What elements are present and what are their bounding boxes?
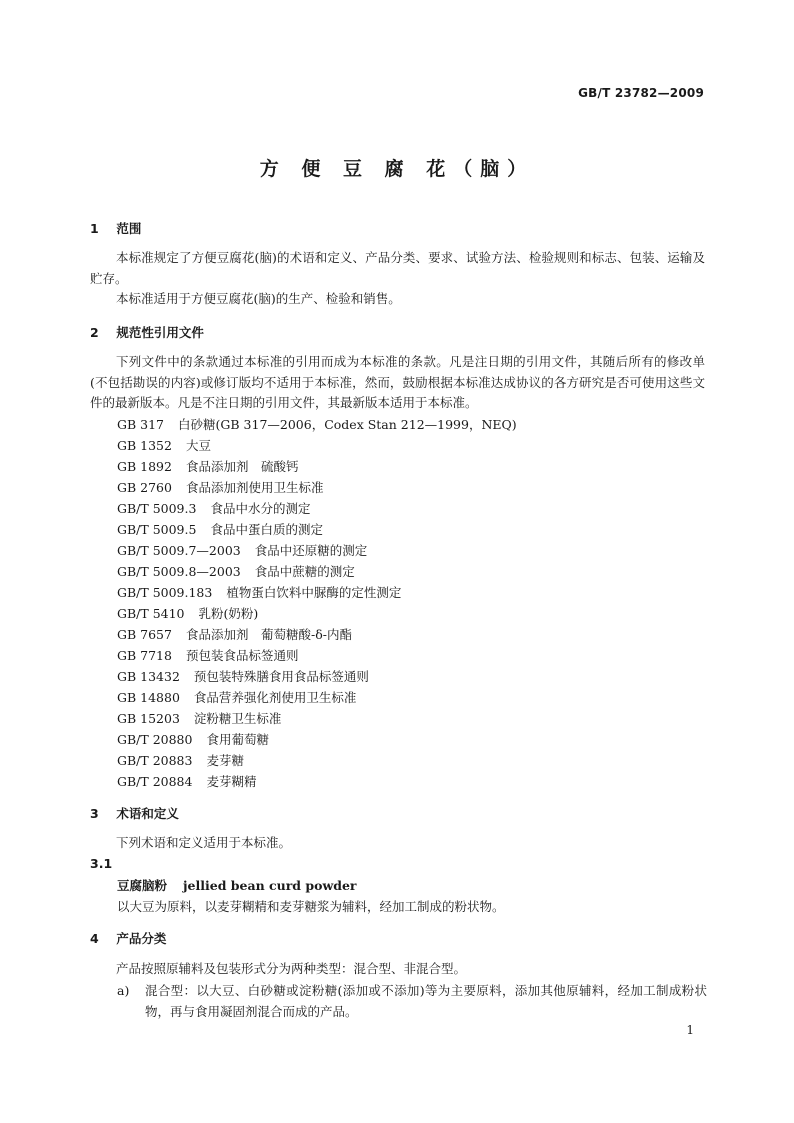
reference-title: 食品营养强化剂使用卫生标准 xyxy=(193,690,357,705)
section-title: 产品分类 xyxy=(116,931,167,946)
reference-code: GB 1352 xyxy=(117,438,172,453)
reference-title: 食品添加剂 硫酸钙 xyxy=(185,459,299,474)
reference-title: 预包装特殊膳食用食品标签通则 xyxy=(193,669,369,684)
reference-code: GB 7657 xyxy=(117,627,172,642)
reference-item xyxy=(117,771,256,792)
reference-code: GB 14880 xyxy=(117,690,180,705)
section-3-heading xyxy=(90,804,179,822)
reference-title: 食品中水分的测定 xyxy=(210,501,311,516)
reference-item xyxy=(117,477,323,498)
reference-item xyxy=(117,666,369,687)
reference-code: GB/T 5009.8—2003 xyxy=(117,564,241,579)
reference-title: 植物蛋白饮料中脲酶的定性测定 xyxy=(226,585,402,600)
reference-title: 麦芽糖 xyxy=(206,753,244,768)
reference-item xyxy=(117,645,298,666)
reference-code: GB 317 xyxy=(117,417,165,432)
reference-code: GB/T 5009.3 xyxy=(117,501,197,516)
term-definition: 以大豆为原料，以麦芽糊精和麦芽糖浆为辅料，经加工制成的粉状物。 xyxy=(117,899,505,914)
section-4-heading xyxy=(90,929,166,947)
reference-code: GB/T 5410 xyxy=(117,606,185,621)
reference-code: GB/T 20883 xyxy=(117,753,193,768)
reference-code: GB 7718 xyxy=(117,648,172,663)
reference-title: 食品添加剂使用卫生标准 xyxy=(185,480,324,495)
reference-title: 大豆 xyxy=(185,438,211,453)
reference-item xyxy=(117,540,367,561)
standard-code: GB/T 23782—2009 xyxy=(578,86,704,100)
reference-item xyxy=(117,456,298,477)
section-4-paragraph-1: 产品按照原辅料及包装形式分为两种类型：混合型、非混合型。 xyxy=(116,961,467,976)
reference-title: 食品添加剂 葡萄糖酸-δ-内酯 xyxy=(185,627,352,642)
reference-item xyxy=(117,582,401,603)
section-number: 3 xyxy=(90,806,99,821)
reference-item xyxy=(117,561,355,582)
reference-item xyxy=(117,414,517,435)
list-item-text: 混合型：以大豆、白砂糖或淀粉糖(添加或不添加)等为主要原料，添加其他原辅料，经加工制成粉状物，再与食用凝固剂混合而成的产品。 xyxy=(145,983,707,1019)
reference-item xyxy=(117,729,269,750)
reference-title: 食品中还原糖的测定 xyxy=(254,543,368,558)
term-chinese: 豆腐脑粉 xyxy=(117,878,168,893)
section-number: 1 xyxy=(90,221,99,236)
page-number: 1 xyxy=(686,1023,694,1037)
subsection-number: 3.1 xyxy=(90,856,113,871)
section-title: 规范性引用文件 xyxy=(116,325,204,340)
reference-title: 食用葡萄糖 xyxy=(206,732,269,747)
section-2-heading xyxy=(90,323,204,341)
reference-title: 预包装食品标签通则 xyxy=(185,648,299,663)
section-1-paragraph-1: 本标准规定了方便豆腐花(脑)的术语和定义、产品分类、要求、试验方法、检验规则和标志、包装、运输及贮存。 xyxy=(90,250,705,286)
section-2-paragraph-1: 下列文件中的条款通过本标准的引用而成为本标准的条款。凡是注日期的引用文件，其随后所有的修改单(不包括勘误的内容)或修订版均不适用于本标准，然而，鼓励根据本标准达成协议的各方研究是否可使用这些文件的最新版本。凡是不注日期的引用文件，其最新版本适用于本标准。 xyxy=(90,354,705,410)
term-english: jellied bean curd powder xyxy=(183,878,357,893)
reference-item xyxy=(117,624,352,645)
reference-code: GB/T 20880 xyxy=(117,732,193,747)
reference-item xyxy=(117,708,281,729)
reference-title: 乳粉(奶粉) xyxy=(198,606,259,621)
reference-title: 麦芽糊精 xyxy=(206,774,257,789)
section-title: 术语和定义 xyxy=(116,806,179,821)
section-number: 2 xyxy=(90,325,99,340)
reference-code: GB 2760 xyxy=(117,480,172,495)
reference-code: GB/T 20884 xyxy=(117,774,193,789)
reference-title: 淀粉糖卫生标准 xyxy=(193,711,282,726)
reference-item xyxy=(117,603,258,624)
reference-title: 白砂糖(GB 317—2006，Codex Stan 212—1999，NEQ) xyxy=(178,417,517,432)
document-title: 方 便 豆 腐 花（脑） xyxy=(259,158,535,180)
section-1-paragraph-2: 本标准适用于方便豆腐花(脑)的生产、检验和销售。 xyxy=(116,291,401,306)
reference-title: 食品中蔗糖的测定 xyxy=(254,564,355,579)
reference-code: GB/T 5009.5 xyxy=(117,522,197,537)
section-number: 4 xyxy=(90,931,99,946)
reference-code: GB/T 5009.7—2003 xyxy=(117,543,241,558)
reference-code: GB 15203 xyxy=(117,711,180,726)
reference-item xyxy=(117,519,323,540)
reference-item xyxy=(117,435,211,456)
reference-code: GB 13432 xyxy=(117,669,180,684)
section-3-paragraph-1: 下列术语和定义适用于本标准。 xyxy=(116,835,292,850)
list-item-label: a) xyxy=(117,983,130,998)
list-item-a xyxy=(117,980,707,1022)
section-title: 范围 xyxy=(116,221,142,236)
section-1-heading xyxy=(90,219,141,237)
reference-title: 食品中蛋白质的测定 xyxy=(210,522,323,537)
reference-code: GB/T 5009.183 xyxy=(117,585,213,600)
reference-item xyxy=(117,750,244,771)
reference-item xyxy=(117,498,310,519)
reference-item xyxy=(117,687,356,708)
term-entry xyxy=(117,876,357,894)
reference-code: GB 1892 xyxy=(117,459,172,474)
